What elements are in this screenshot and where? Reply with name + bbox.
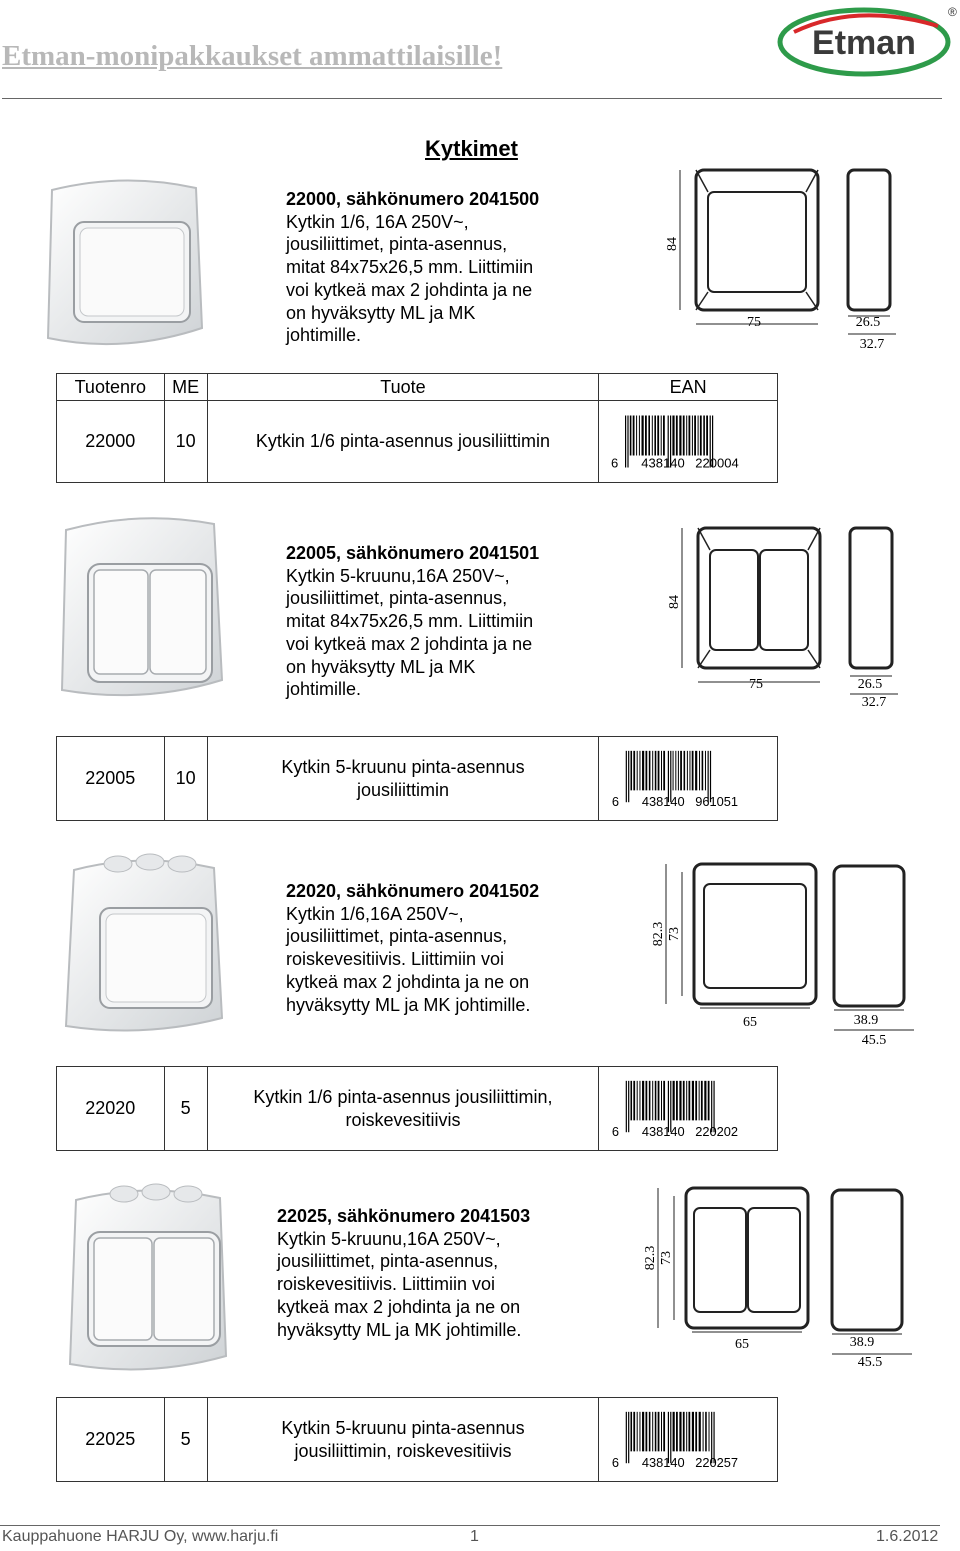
svg-text:6: 6 [611, 455, 619, 471]
barcode-bar [676, 416, 678, 456]
desc-line: johtimille. [286, 679, 362, 700]
svg-text:6: 6 [612, 1124, 620, 1140]
section-title: Kytkimet [425, 136, 518, 161]
cell-me: 10 [164, 401, 207, 483]
barcode-bar [634, 1081, 636, 1121]
desc-line: Kytkin 1/6,16A 250V~, [286, 903, 464, 924]
barcode-bar [646, 1081, 648, 1121]
barcode-bar [658, 751, 660, 791]
desc-line: jousiliittimet, pinta-asennus, [286, 588, 508, 609]
header-ean: EAN [599, 374, 778, 401]
barcode-bar [704, 416, 706, 456]
barcode-bar [680, 1412, 682, 1452]
barcode-bar [709, 1412, 710, 1452]
barcode-bar [696, 1081, 698, 1121]
product-heading: 22005, sähkönumero 2041501 [286, 543, 540, 563]
barcode-bar [705, 1081, 707, 1121]
cell-me: 10 [164, 737, 207, 821]
product-heading: 22020, sähkönumero 2041502 [286, 881, 540, 901]
barcode-bar [676, 751, 677, 791]
cell-me: 5 [164, 1398, 207, 1482]
barcode-bar [702, 751, 704, 791]
barcode-bar [683, 1412, 685, 1452]
svg-text:84: 84 [667, 595, 682, 609]
header-rule [2, 98, 942, 99]
desc-line: Kytkin 1/6, 16A 250V~, [286, 211, 469, 232]
dimension-drawing-22005 [662, 522, 902, 712]
barcode-bar [655, 1081, 657, 1121]
svg-text:220202: 220202 [695, 1124, 739, 1140]
barcode-bar [696, 1412, 698, 1452]
product-description-22020 [286, 880, 539, 1016]
barcode-bar [689, 1412, 691, 1452]
barcode-bar [639, 416, 640, 456]
svg-text:45.5: 45.5 [857, 1355, 883, 1370]
cell-me: 5 [164, 1067, 207, 1151]
svg-text:438140: 438140 [642, 1455, 686, 1471]
barcode-bar [673, 416, 675, 456]
barcode-bar [687, 416, 688, 456]
desc-line: Kytkin 5-kruunu,16A 250V~, [286, 565, 510, 586]
barcode-bar [699, 751, 700, 791]
barcode-bar [626, 1081, 627, 1132]
svg-text:6: 6 [612, 1455, 620, 1471]
desc-line: jousiliittimet, pinta-asennus, [277, 1251, 499, 1272]
barcode-bar [658, 1081, 660, 1121]
header-me: ME [164, 374, 207, 401]
barcode-bar [676, 1081, 678, 1121]
cell-ean [599, 737, 778, 821]
barcode-bar [628, 1081, 629, 1132]
barcode-bar [683, 416, 685, 456]
barcode-bar [705, 751, 706, 791]
ean-barcode [611, 1398, 761, 1481]
barcode-bar [664, 751, 666, 791]
barcode-bar [652, 416, 653, 456]
barcode-bar [655, 1412, 657, 1452]
tuote-line: jousiliittimin, roiskevesitiivis [294, 1440, 512, 1461]
barcode-bar [653, 751, 654, 791]
svg-text:32.7: 32.7 [861, 695, 887, 710]
barcode-bar [631, 1412, 633, 1452]
barcode-bar [640, 1081, 641, 1121]
product-description-22005 [286, 542, 539, 701]
ean-barcode [611, 401, 761, 482]
desc-line: jousiliittimet, pinta-asennus, [286, 234, 508, 255]
barcode-bar [687, 751, 688, 791]
dimension-drawing-22025 [640, 1180, 920, 1374]
header-tuote: Tuote [207, 374, 599, 401]
barcode-bar [661, 1081, 662, 1121]
barcode-bar [649, 1412, 651, 1452]
barcode-bar [673, 751, 674, 791]
desc-line: on hyväksytty ML ja MK [286, 302, 476, 323]
svg-text:220257: 220257 [695, 1455, 739, 1471]
barcode-bar [661, 1412, 662, 1452]
desc-line: hyväksytty ML ja MK johtimille. [286, 994, 531, 1015]
barcode-bar [625, 416, 626, 468]
barcode-bar [640, 1412, 641, 1452]
barcode-bar [699, 1412, 701, 1452]
barcode-bar [661, 416, 662, 456]
barcode-bar [649, 1081, 651, 1121]
barcode-bar [706, 1412, 708, 1452]
barcode-bar [658, 416, 660, 456]
table-row [57, 401, 778, 483]
svg-text:73: 73 [667, 927, 682, 941]
footer-page-number: 1 [470, 1528, 479, 1545]
cell-ean [599, 401, 778, 483]
barcode-bar [708, 1081, 710, 1121]
svg-text:45.5: 45.5 [861, 1033, 887, 1048]
product-table-22000 [56, 373, 778, 483]
barcode-bar [634, 1412, 636, 1452]
product-table-22025 [56, 1397, 778, 1482]
ean-barcode [611, 737, 761, 820]
tuote-line: Kytkin 5-kruunu pinta-asennus [281, 757, 525, 777]
cell-tuote [207, 737, 599, 821]
product-description-22025 [277, 1205, 530, 1341]
svg-text:26.5: 26.5 [857, 677, 883, 692]
cell-tuote [207, 1067, 599, 1151]
svg-text:65: 65 [743, 1015, 757, 1030]
logo-text: Etman [812, 24, 916, 62]
svg-text:32.7: 32.7 [859, 337, 885, 352]
product-table-22020 [56, 1066, 778, 1151]
table-row [57, 1398, 778, 1482]
barcode-bar [634, 751, 636, 791]
product-photo-22025 [58, 1178, 234, 1378]
svg-text:75: 75 [747, 315, 761, 330]
barcode-bar [680, 1081, 682, 1121]
tuote-line: Kytkin 5-kruunu pinta-asennus [281, 1418, 525, 1438]
barcode-bar [673, 1081, 675, 1121]
table-row [57, 737, 778, 821]
product-photo-22020 [54, 850, 230, 1038]
barcode-bar [690, 751, 691, 791]
barcode-bar [646, 751, 648, 791]
svg-text:38.9: 38.9 [853, 1013, 879, 1028]
barcode-bar [692, 1081, 694, 1121]
barcode-bar [673, 1412, 675, 1452]
table-row [57, 1067, 778, 1151]
desc-line: on hyväksytty ML ja MK [286, 656, 476, 677]
barcode-bar [695, 751, 697, 791]
barcode-bar [628, 1412, 629, 1463]
product-heading: 22025, sähkönumero 2041503 [277, 1206, 531, 1226]
barcode-bar [692, 751, 694, 791]
barcode-bar [687, 1081, 688, 1121]
cell-tuotenro: 22005 [57, 737, 165, 821]
tuote-line: Kytkin 1/6 pinta-asennus jousiliittimin, [253, 1087, 553, 1107]
barcode-bar [707, 416, 709, 456]
tuote-line: jousiliittimin [356, 779, 449, 800]
svg-text:438140: 438140 [642, 794, 686, 810]
svg-text:438140: 438140 [642, 1124, 686, 1140]
product-table-22005 [56, 736, 778, 821]
barcode-bar [630, 416, 632, 456]
tuote-line: roiskevesitiivis [345, 1109, 461, 1130]
barcode-bar [637, 1412, 638, 1452]
cell-tuotenro: 22000 [57, 401, 165, 483]
product-photo-22000 [40, 178, 208, 354]
barcode-bar [692, 1412, 694, 1452]
barcode-bar [649, 416, 651, 456]
barcode-bar [642, 416, 644, 456]
desc-line: kytkeä max 2 johdinta ja ne on [277, 1296, 521, 1317]
desc-line: mitat 84x75x26,5 mm. Liittimiin [286, 257, 534, 278]
cell-tuotenro: 22025 [57, 1398, 165, 1482]
barcode-bar [664, 1412, 666, 1452]
barcode-bar [684, 751, 686, 791]
barcode-bar [649, 751, 651, 791]
barcode-bar [626, 1412, 627, 1463]
barcode-bar [628, 751, 629, 802]
barcode-bar [695, 416, 697, 456]
header-tuotenro: Tuotenro [57, 374, 165, 401]
barcode-bar [663, 416, 665, 456]
barcode-bar [687, 1412, 688, 1452]
barcode-bar [626, 751, 627, 802]
registered-mark: ® [948, 5, 957, 19]
barcode-bar [631, 751, 633, 791]
barcode-bar [655, 416, 657, 456]
barcode-bar [633, 416, 635, 456]
desc-line: voi kytkeä max 2 johdinta ja ne [286, 279, 533, 300]
barcode-bar [640, 751, 641, 791]
desc-line: roiskevesitiivis. Liittimiin voi [286, 949, 505, 970]
barcode-bar [642, 751, 644, 791]
barcode-bar [689, 416, 691, 456]
desc-line: voi kytkeä max 2 johdinta ja ne [286, 633, 533, 654]
barcode-bar [661, 751, 662, 791]
desc-line: kytkeä max 2 johdinta ja ne on [286, 971, 530, 992]
desc-line: mitat 84x75x26,5 mm. Liittimiin [286, 611, 534, 632]
svg-text:438140: 438140 [641, 455, 686, 471]
desc-line: jousiliittimet, pinta-asennus, [286, 926, 508, 947]
table-header-row [57, 374, 778, 401]
cell-ean [599, 1398, 778, 1482]
footer-rule [0, 1525, 940, 1526]
svg-text:220004: 220004 [695, 455, 740, 471]
barcode-bar [681, 751, 683, 791]
barcode-bar [680, 416, 682, 456]
barcode-bar [637, 751, 638, 791]
cell-tuote [207, 401, 599, 483]
barcode-bar [678, 751, 679, 791]
barcode-bar [646, 1412, 648, 1452]
barcode-bar [642, 1412, 644, 1452]
barcode-bar [653, 1412, 654, 1452]
svg-text:82.3: 82.3 [651, 921, 666, 947]
dimension-drawing-22000 [660, 164, 900, 354]
footer-company: Kauppahuone HARJU Oy, www.harju.fi [2, 1528, 279, 1545]
barcode-bar [703, 1412, 704, 1452]
desc-line: roiskevesitiivis. Liittimiin voi [277, 1274, 496, 1295]
svg-text:38.9: 38.9 [849, 1335, 875, 1350]
barcode-bar [699, 1081, 700, 1121]
barcode-bar [642, 1081, 644, 1121]
product-heading: 22000, sähkönumero 2041500 [286, 189, 540, 209]
svg-text:65: 65 [735, 1337, 749, 1352]
barcode-bar [628, 416, 629, 468]
barcode-bar [664, 1081, 666, 1121]
svg-text:82.3: 82.3 [643, 1245, 658, 1271]
cell-ean [599, 1067, 778, 1151]
page-header-title: Etman-monipakkaukset ammattilaisille! [2, 40, 503, 72]
svg-text:84: 84 [665, 237, 680, 251]
tuote-line: Kytkin 1/6 pinta-asennus jousiliittimin [255, 431, 551, 452]
barcode-bar [701, 1081, 703, 1121]
dimension-drawing-22020 [648, 858, 920, 1052]
barcode-bar [700, 416, 702, 456]
barcode-bar [636, 416, 637, 456]
desc-line: hyväksytty ML ja MK johtimille. [277, 1319, 522, 1340]
svg-text:75: 75 [749, 677, 763, 692]
product-description-22000 [286, 188, 539, 347]
barcode-bar [658, 1412, 660, 1452]
svg-text:26.5: 26.5 [855, 315, 881, 330]
svg-text:961051: 961051 [695, 794, 739, 810]
barcode-bar [683, 1081, 685, 1121]
barcode-bar [655, 751, 657, 791]
svg-text:6: 6 [612, 794, 620, 810]
barcode-bar [645, 416, 647, 456]
barcode-bar [637, 1081, 638, 1121]
ean-barcode [611, 1067, 761, 1150]
barcode-bar [631, 1081, 633, 1121]
barcode-bar [676, 1412, 678, 1452]
cell-tuotenro: 22020 [57, 1067, 165, 1151]
desc-line: Kytkin 5-kruunu,16A 250V~, [277, 1228, 501, 1249]
svg-text:73: 73 [659, 1251, 674, 1265]
barcode-bar [653, 1081, 654, 1121]
product-photo-22005 [54, 514, 228, 704]
barcode-bar [689, 1081, 691, 1121]
barcode-bar [698, 416, 699, 456]
cell-tuote [207, 1398, 599, 1482]
etman-logo [776, 2, 958, 78]
footer-date: 1.6.2012 [876, 1528, 939, 1545]
desc-line: johtimille. [286, 325, 362, 346]
barcode-bar [692, 416, 693, 456]
